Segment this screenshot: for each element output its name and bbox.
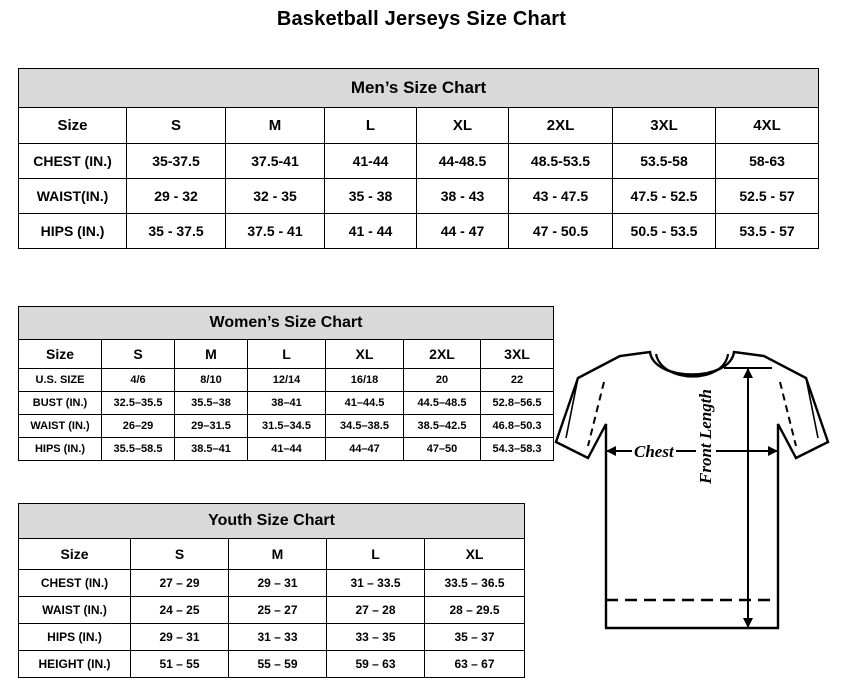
column-header: XL [417,108,509,144]
table-row [19,179,819,214]
column-header: XL [425,539,525,570]
row-label: HEIGHT (IN.) [19,651,131,678]
table-cell: 16/18 [326,369,404,392]
table-cell: 52.8–56.5 [481,392,554,415]
page-title: Basketball Jerseys Size Chart [276,8,567,30]
column-header: Size [19,108,127,144]
table-cell: 38–41 [248,392,326,415]
table-cell: 28 – 29.5 [425,597,525,624]
womens-size-chart-container [18,306,553,461]
column-header: L [325,108,417,144]
womens-size-chart-table [18,306,554,461]
table-cell: 31 – 33.5 [327,570,425,597]
table-cell: 31 – 33 [229,624,327,651]
table-cell: 35.5–38 [175,392,248,415]
row-label: U.S. SIZE [19,369,102,392]
row-label: HIPS (IN.) [19,438,102,461]
mens-size-chart-container [18,68,818,249]
table-cell: 41–44 [248,438,326,461]
table-header-row [19,340,554,369]
table-cell: 29 – 31 [131,624,229,651]
column-header: M [229,539,327,570]
row-label: HIPS (IN.) [19,624,131,651]
table-cell: 27 – 28 [327,597,425,624]
table-cell: 63 – 67 [425,651,525,678]
mens-size-chart-table [18,68,819,249]
collar-path [656,354,728,377]
row-label: WAIST (IN.) [19,415,102,438]
table-cell: 25 – 27 [229,597,327,624]
youth-size-chart-table [18,503,525,678]
table-cell: 29–31.5 [175,415,248,438]
jersey-body-path [556,352,828,628]
column-header: L [248,340,326,369]
youth-caption: Youth Size Chart [19,504,525,539]
front-length-label: Front Length [696,389,715,484]
table-row [19,214,819,249]
row-label: WAIST(IN.) [19,179,127,214]
table-row [19,651,525,678]
table-cell: 33.5 – 36.5 [425,570,525,597]
table-cell: 32.5–35.5 [102,392,175,415]
table-cell: 4/6 [102,369,175,392]
row-label: CHEST (IN.) [19,144,127,179]
row-label: BUST (IN.) [19,392,102,415]
table-cell: 59 – 63 [327,651,425,678]
table-cell: 35 – 37 [425,624,525,651]
table-row [19,624,525,651]
column-header: 4XL [716,108,819,144]
table-cell: 32 - 35 [226,179,325,214]
table-cell: 22 [481,369,554,392]
table-cell: 47.5 - 52.5 [613,179,716,214]
chest-arrow-right [768,446,778,456]
table-cell: 52.5 - 57 [716,179,819,214]
column-header: S [131,539,229,570]
table-row [19,144,819,179]
jersey-outline-svg [548,338,836,668]
row-label: WAIST (IN.) [19,597,131,624]
table-cell: 47 - 50.5 [509,214,613,249]
table-cell: 35 - 37.5 [127,214,226,249]
table-cell: 48.5-53.5 [509,144,613,179]
jersey-measurement-diagram [548,338,836,668]
table-cell: 37.5 - 41 [226,214,325,249]
table-cell: 53.5 - 57 [716,214,819,249]
table-cell: 41-44 [325,144,417,179]
table-cell: 43 - 47.5 [509,179,613,214]
table-cell: 35-37.5 [127,144,226,179]
column-header: 2XL [509,108,613,144]
column-header: L [327,539,425,570]
table-row [19,570,525,597]
mens-caption: Men’s Size Chart [19,69,819,108]
table-row [19,597,525,624]
table-cell: 55 – 59 [229,651,327,678]
table-row [19,438,554,461]
table-cell: 38.5–42.5 [404,415,481,438]
table-cell: 58-63 [716,144,819,179]
column-header: Size [19,539,131,570]
womens-caption: Women’s Size Chart [19,307,554,340]
column-header: 2XL [404,340,481,369]
table-cell: 24 – 25 [131,597,229,624]
table-cell: 26–29 [102,415,175,438]
column-header: S [127,108,226,144]
table-cell: 37.5-41 [226,144,325,179]
table-row [19,392,554,415]
table-row [19,415,554,438]
table-cell: 51 – 55 [131,651,229,678]
table-cell: 12/14 [248,369,326,392]
table-caption-row [19,307,554,340]
table-cell: 20 [404,369,481,392]
table-cell: 35.5–58.5 [102,438,175,461]
right-sleeve-seam [780,382,796,446]
table-cell: 29 – 31 [229,570,327,597]
table-cell: 31.5–34.5 [248,415,326,438]
chest-label: Chest [634,442,674,461]
table-cell: 34.5–38.5 [326,415,404,438]
column-header: 3XL [481,340,554,369]
row-label: HIPS (IN.) [19,214,127,249]
table-cell: 38.5–41 [175,438,248,461]
table-header-row [19,108,819,144]
table-cell: 44-48.5 [417,144,509,179]
table-cell: 44 - 47 [417,214,509,249]
left-sleeve-seam [588,382,604,446]
row-label: CHEST (IN.) [19,570,131,597]
table-cell: 8/10 [175,369,248,392]
front-length-arrow-top [743,368,753,378]
table-cell: 54.3–58.3 [481,438,554,461]
table-cell: 53.5-58 [613,144,716,179]
table-cell: 41–44.5 [326,392,404,415]
column-header: Size [19,340,102,369]
column-header: 3XL [613,108,716,144]
table-cell: 33 – 35 [327,624,425,651]
table-cell: 38 - 43 [417,179,509,214]
column-header: S [102,340,175,369]
table-row [19,369,554,392]
table-header-row [19,539,525,570]
front-length-arrow-bottom [743,618,753,628]
table-cell: 44–47 [326,438,404,461]
column-header: M [226,108,325,144]
table-cell: 35 - 38 [325,179,417,214]
column-header: M [175,340,248,369]
table-cell: 41 - 44 [325,214,417,249]
youth-size-chart-container [18,503,524,678]
table-cell: 44.5–48.5 [404,392,481,415]
table-cell: 29 - 32 [127,179,226,214]
chest-arrow-left [606,446,616,456]
table-caption-row [19,69,819,108]
table-cell: 46.8–50.3 [481,415,554,438]
table-cell: 50.5 - 53.5 [613,214,716,249]
table-caption-row [19,504,525,539]
table-cell: 27 – 29 [131,570,229,597]
column-header: XL [326,340,404,369]
table-cell: 47–50 [404,438,481,461]
